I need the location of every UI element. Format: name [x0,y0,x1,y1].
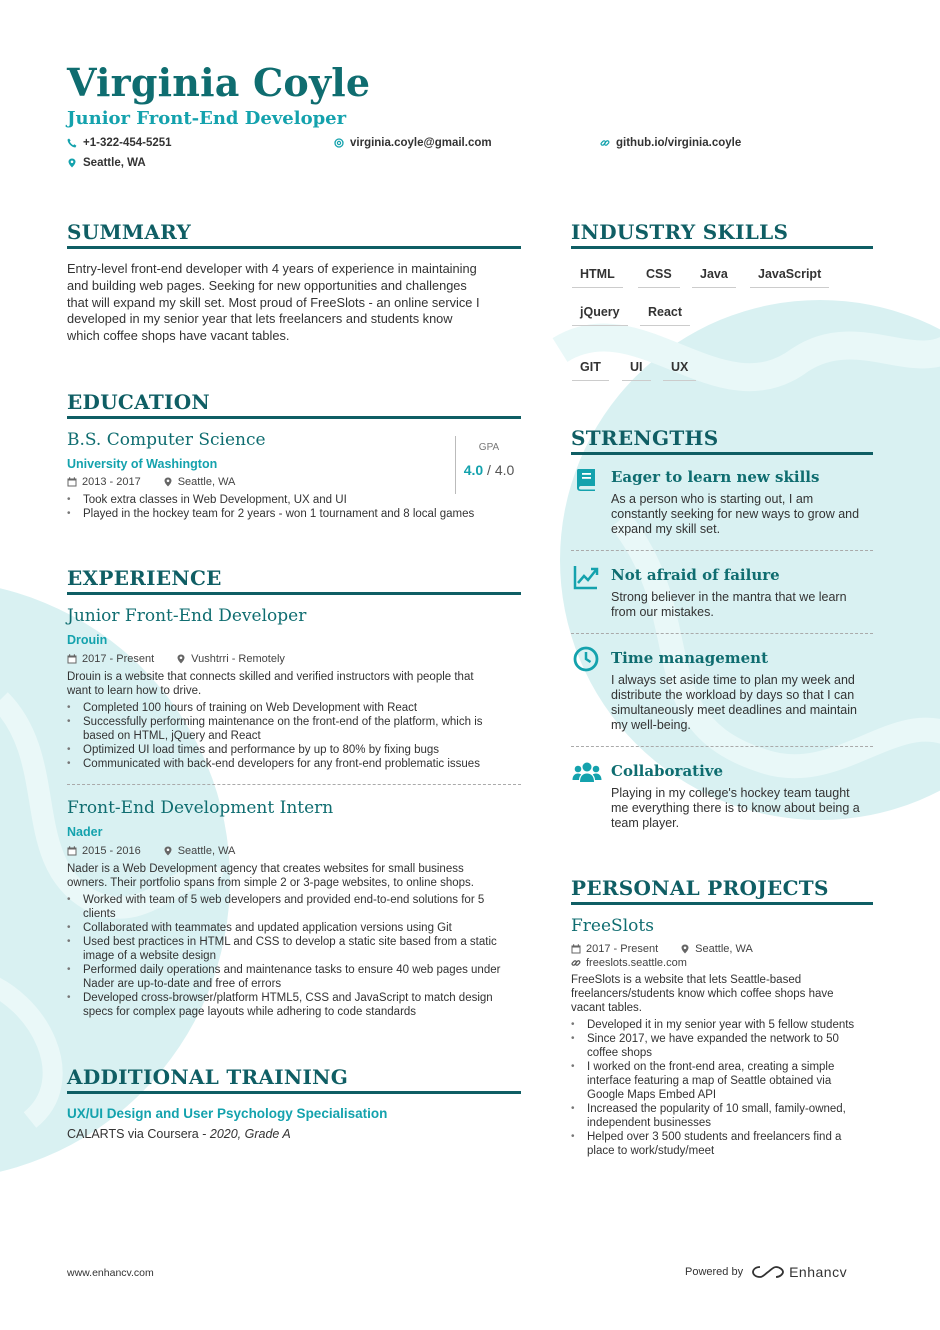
brand-text: Enhancv [789,1264,848,1280]
contact-email[interactable] [334,137,492,149]
contact-location [67,157,146,169]
job-bullets [67,701,527,771]
list-item: • Communicated with back-end developers for any front-end problematic issues [67,757,527,771]
list-item: • Collaborated with teammates and updated application versions using Git [67,921,527,935]
chart-line-icon [573,564,599,590]
gpa-label: GPA [478,442,500,453]
summary-line: which coffee shops have vacant tables. [67,328,290,344]
job-dates: 2015 - 2016 [82,845,141,857]
summary-text [67,261,527,345]
strength-title: Eager to learn new skills [611,468,820,486]
location-text: Seattle, WA [83,157,146,169]
website-text: github.io/virginia.coyle [616,137,742,149]
project-bullets [571,1018,873,1158]
location-pin-icon [163,477,173,487]
job-meta [67,845,235,857]
divider [571,633,873,634]
list-item: • Helped over 3 500 students and freelancers find a place to work/study/meet [571,1130,873,1158]
powered-by-text: Powered by [685,1266,744,1278]
enhancv-logo [751,1264,847,1280]
job-dates: 2017 - Present [82,653,155,665]
divider [571,746,873,747]
job-meta [67,653,285,665]
education-location: Seattle, WA [177,476,236,488]
calendar-icon [67,477,77,487]
contact-website[interactable] [600,137,741,149]
strength-title: Not afraid of failure [611,566,780,584]
job-description [67,670,527,698]
project-name: FreeSlots [571,916,654,936]
project-description: FreeSlots is a website that lets Seattle-based freelancers/students know which coffee shops have vacant tables. [571,974,834,1014]
footer-website[interactable]: www.enhancv.com [67,1267,154,1279]
calendar-icon [67,654,77,664]
list-item: • Used best practices in HTML and CSS to develop a static site based from a static image of a website design [67,935,527,963]
location-pin-icon [67,158,77,168]
strengths-heading: STRENGTHS [571,426,873,455]
skill-chip: JavaScript [750,267,829,288]
skills-heading: INDUSTRY SKILLS [571,220,873,249]
location-pin-icon [680,944,690,954]
training-provider [67,1126,291,1143]
list-item: • Developed it in my senior year with 5 fellow students [571,1018,873,1032]
job-bullets [67,893,527,1019]
strength-desc: I always set aside time to plan my week and distribute the workload by days so that I can simultaneously meet deadlines and maintain my well-being. [611,673,857,732]
job-description [67,862,527,890]
list-item: • Successfully performing maintenance on the front-end of the platform, which is based on HTML, jQuery and React [67,715,527,743]
skill-chip: Java [692,267,736,288]
education-bullets [67,493,517,521]
desc-line: want to learn how to drive. [67,685,202,697]
list-item: • Worked with team of 5 web developers and provided end-to-end solutions for 5 clients [67,893,527,921]
list-item: • Since 2017, we have expanded the network to 50 coffee shops [571,1032,873,1060]
education-heading: EDUCATION [67,390,521,419]
summary-line: developed in my senior year that lets freelancers and students know [67,311,453,327]
strength-desc: Strong believer in the mantra that we learn from our mistakes. [611,590,847,619]
enhancv-logo-icon [751,1264,785,1280]
users-icon [572,760,602,786]
candidate-title: Junior Front-End Developer [67,108,347,129]
list-item: • Completed 100 hours of training on Web Development with React [67,701,527,715]
candidate-name: Virginia Coyle [67,60,371,105]
link-icon [600,138,610,148]
desc-line: Drouin is a website that connects skilled and verified instructors with people that [67,671,474,683]
email-text: virginia.coyle@gmail.com [350,137,492,149]
project-link[interactable] [571,957,687,969]
project-url: freeslots.seattle.com [586,957,687,969]
book-icon [573,466,599,492]
link-icon [571,958,581,968]
strength-title: Collaborative [611,762,724,780]
divider [571,550,873,551]
strength-desc: Playing in my college's hockey team taught me everything there is to know about being a team player. [611,786,860,830]
desc-line: Nader is a Web Development agency that creates websites for small business [67,863,464,875]
skill-chip: UX [663,360,696,381]
job-location: Seattle, WA [177,845,236,857]
footer-powered[interactable] [685,1264,847,1280]
at-icon [334,138,344,148]
strength-title: Time management [611,649,768,667]
experience-heading: EXPERIENCE [67,566,521,595]
calendar-icon [571,944,581,954]
job-role: Front-End Development Intern [67,798,334,818]
education-meta [67,476,235,488]
training-provider-name: CALARTS via Coursera - [67,1127,210,1141]
summary-line: that will expand my skill set. Most proud of FreeSlots - an online service I [67,294,480,310]
list-item: • Played in the hockey team for 2 years - won 1 tournament and 8 local games [67,507,517,521]
project-dates: 2017 - Present [586,943,659,955]
job-company: Nader [67,825,103,839]
desc-line: owners. Their portfolio spans from simple 2 or 3-page websites, to online shops. [67,877,474,889]
clock-icon [573,646,599,672]
list-item: • Increased the popularity of 10 small, family-owned, independent businesses [571,1102,873,1130]
job-company: Drouin [67,633,108,647]
training-course: UX/UI Design and User Psychology Specialisation [67,1106,388,1121]
gpa-max: 4.0 [494,462,515,478]
training-detail: 2020, Grade A [209,1127,291,1141]
location-pin-icon [176,654,186,664]
project-location: Seattle, WA [695,943,753,955]
list-item: • I worked on the front-end area, creating a simple interface featuring a map of Seattle obtained via Google Maps Embed API [571,1060,873,1102]
summary-heading: SUMMARY [67,220,521,249]
list-item: • Took extra classes in Web Development, UX and UI [67,493,517,507]
education-degree: B.S. Computer Science [67,430,266,450]
education-school: University of Washington [67,457,218,471]
education-dates: 2013 - 2017 [82,476,141,488]
skill-chip: CSS [638,267,680,288]
summary-line: Entry-level front-end developer with 4 years of experience in maintaining [67,261,477,276]
calendar-icon [67,846,77,856]
project-meta [571,943,753,955]
gpa-value [456,462,522,478]
skill-chip: GIT [572,360,609,381]
divider [67,784,521,785]
phone-icon [67,138,77,148]
list-item: • Optimized UI load times and performance by up to 80% by fixing bugs [67,743,527,757]
skill-chip: UI [622,360,651,381]
job-role: Junior Front-End Developer [67,606,307,626]
gpa-score: 4.0 [463,462,484,478]
skill-chip: jQuery [572,305,628,326]
summary-line: and building web pages. Seeking for new opportunities and challenges [67,277,467,293]
list-item: • Developed cross-browser/platform HTML5, CSS and JavaScript to match design specs for complex page layouts while adhering to code standards [67,991,527,1019]
location-pin-icon [163,846,173,856]
skill-chip: HTML [572,267,623,288]
gpa-separator: / [483,462,495,478]
skill-chip: React [640,305,690,326]
list-item: • Performed daily operations and maintenance tasks to ensure 40 web pages under Nader are up-to-date and free of errors [67,963,527,991]
strength-desc: As a person who is starting out, I am constantly seeking for new ways to grow and expand my skill set. [611,492,860,536]
job-location: Vushtrri - Remotely [191,653,285,665]
training-heading: ADDITIONAL TRAINING [67,1065,521,1094]
gpa-box [455,436,521,494]
phone-text: +1-322-454-5251 [83,137,172,149]
projects-heading: PERSONAL PROJECTS [571,876,873,905]
contact-phone[interactable] [67,137,172,149]
